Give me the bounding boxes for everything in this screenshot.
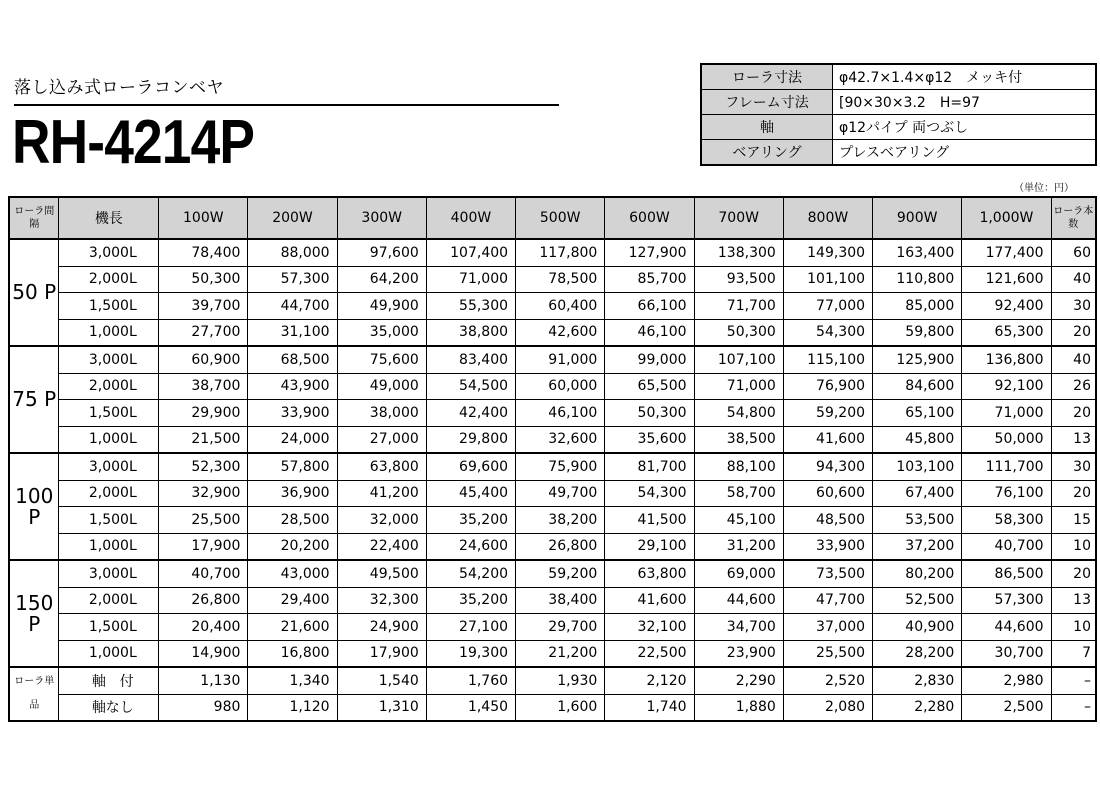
price-cell: 60,000 (516, 373, 605, 400)
price-cell: 22,500 (605, 640, 694, 667)
price-cell: 92,400 (962, 293, 1051, 320)
machine-length-cell: 3,000L (59, 453, 159, 480)
price-cell: 28,500 (248, 507, 337, 534)
price-cell: 59,200 (516, 560, 605, 587)
price-cell: 177,400 (962, 239, 1051, 266)
price-cell: 66,100 (605, 293, 694, 320)
price-cell: 71,000 (426, 266, 515, 293)
price-cell: 80,200 (873, 560, 962, 587)
price-cell: 21,500 (159, 426, 248, 453)
roller-count-cell: 30 (1051, 453, 1096, 480)
price-cell: 59,200 (783, 400, 872, 427)
machine-length-cell: 2,000L (59, 587, 159, 614)
price-cell: 1,600 (516, 694, 605, 721)
price-cell: 65,500 (605, 373, 694, 400)
price-cell: 71,000 (694, 373, 783, 400)
price-cell: 37,200 (873, 533, 962, 560)
header-width: 900W (873, 197, 962, 239)
roller-count-cell: 7 (1051, 640, 1096, 667)
roller-count-cell: 40 (1051, 266, 1096, 293)
roller-count-cell: 20 (1051, 400, 1096, 427)
header-width: 100W (159, 197, 248, 239)
single-roller-label: ローラ単品 (9, 667, 59, 721)
price-cell: 111,700 (962, 453, 1051, 480)
product-category-title: 落し込み式ローラコンベヤ (14, 78, 224, 98)
machine-length-cell: 軸 付 (59, 667, 159, 694)
header-width: 800W (783, 197, 872, 239)
price-cell: 29,800 (426, 426, 515, 453)
price-cell: 44,600 (694, 587, 783, 614)
roller-count-cell: 13 (1051, 587, 1096, 614)
price-cell: 57,300 (248, 266, 337, 293)
machine-length-cell: 1,500L (59, 293, 159, 320)
price-row (9, 266, 1096, 293)
header-roller-count: ローラ本数 (1051, 197, 1096, 239)
price-cell: 30,700 (962, 640, 1051, 667)
price-cell: 69,600 (426, 453, 515, 480)
machine-length-cell: 1,500L (59, 614, 159, 641)
price-cell: 121,600 (962, 266, 1051, 293)
price-cell: 40,900 (873, 614, 962, 641)
price-cell: 46,100 (605, 319, 694, 346)
roller-count-cell: 13 (1051, 426, 1096, 453)
machine-length-cell: 1,000L (59, 319, 159, 346)
price-row (9, 614, 1096, 641)
spec-row (701, 115, 1096, 140)
price-cell: 29,400 (248, 587, 337, 614)
price-row (9, 480, 1096, 507)
price-cell: 46,100 (516, 400, 605, 427)
price-cell: 88,000 (248, 239, 337, 266)
price-cell: 35,600 (605, 426, 694, 453)
price-cell: 52,500 (873, 587, 962, 614)
price-cell: 26,800 (159, 587, 248, 614)
price-cell: 101,100 (783, 266, 872, 293)
price-cell: 48,500 (783, 507, 872, 534)
roller-pitch-cell: 150 P (9, 560, 59, 667)
price-cell: 125,900 (873, 346, 962, 373)
roller-count-cell: 60 (1051, 239, 1096, 266)
price-cell: 107,100 (694, 346, 783, 373)
price-cell: 16,800 (248, 640, 337, 667)
price-cell: 63,800 (605, 560, 694, 587)
price-cell: 41,500 (605, 507, 694, 534)
price-cell: 63,800 (337, 453, 426, 480)
price-cell: 58,700 (694, 480, 783, 507)
machine-length-cell: 2,000L (59, 373, 159, 400)
price-row (9, 560, 1096, 587)
price-cell: 2,280 (873, 694, 962, 721)
machine-length-cell: 軸なし (59, 694, 159, 721)
spec-value: [90×30×3.2 H=97 (833, 90, 1097, 115)
price-cell: 77,000 (783, 293, 872, 320)
price-row (9, 667, 1096, 694)
price-cell: 55,300 (426, 293, 515, 320)
price-cell: 27,000 (337, 426, 426, 453)
price-cell: 107,400 (426, 239, 515, 266)
price-table-header (9, 197, 1096, 239)
spec-label: フレーム寸法 (701, 90, 833, 115)
pitch-group (9, 239, 1096, 346)
price-cell: 31,200 (694, 533, 783, 560)
header-width: 200W (248, 197, 337, 239)
price-cell: 38,700 (159, 373, 248, 400)
price-cell: 38,000 (337, 400, 426, 427)
price-cell: 54,200 (426, 560, 515, 587)
price-cell: 2,080 (783, 694, 872, 721)
price-cell: 39,700 (159, 293, 248, 320)
price-row (9, 319, 1096, 346)
machine-length-cell: 1,500L (59, 400, 159, 427)
spec-row (701, 140, 1096, 166)
price-cell: 99,000 (605, 346, 694, 373)
price-cell: 69,000 (694, 560, 783, 587)
price-cell: 22,400 (337, 533, 426, 560)
header-width: 400W (426, 197, 515, 239)
roller-count-cell: 10 (1051, 533, 1096, 560)
roller-count-cell: 30 (1051, 293, 1096, 320)
price-cell: 24,900 (337, 614, 426, 641)
price-cell: 24,600 (426, 533, 515, 560)
header-width: 700W (694, 197, 783, 239)
price-cell: 60,600 (783, 480, 872, 507)
price-cell: 110,800 (873, 266, 962, 293)
roller-count-cell: 20 (1051, 319, 1096, 346)
price-cell: 36,900 (248, 480, 337, 507)
price-cell: 21,200 (516, 640, 605, 667)
price-cell: 1,760 (426, 667, 515, 694)
roller-count-cell: – (1051, 667, 1096, 694)
price-cell: 38,500 (694, 426, 783, 453)
price-cell: 41,600 (605, 587, 694, 614)
price-cell: 17,900 (337, 640, 426, 667)
price-cell: 42,400 (426, 400, 515, 427)
price-cell: 49,500 (337, 560, 426, 587)
roller-pitch-cell: 50 P (9, 239, 59, 346)
price-cell: 21,600 (248, 614, 337, 641)
price-cell: 49,900 (337, 293, 426, 320)
single-roller-group (9, 667, 1096, 721)
header-length: 機長 (59, 197, 159, 239)
price-row (9, 426, 1096, 453)
price-cell: 83,400 (426, 346, 515, 373)
header-width: 300W (337, 197, 426, 239)
price-cell: 32,900 (159, 480, 248, 507)
price-cell: 75,600 (337, 346, 426, 373)
price-cell: 32,300 (337, 587, 426, 614)
price-cell: 47,700 (783, 587, 872, 614)
price-cell: 32,600 (516, 426, 605, 453)
price-cell: 41,200 (337, 480, 426, 507)
price-cell: 45,800 (873, 426, 962, 453)
price-row (9, 587, 1096, 614)
price-cell: 44,600 (962, 614, 1051, 641)
price-cell: 75,900 (516, 453, 605, 480)
price-cell: 40,700 (159, 560, 248, 587)
price-cell: 138,300 (694, 239, 783, 266)
price-row (9, 346, 1096, 373)
machine-length-cell: 1,000L (59, 640, 159, 667)
price-cell: 40,700 (962, 533, 1051, 560)
price-cell: 35,200 (426, 507, 515, 534)
price-cell: 27,700 (159, 319, 248, 346)
price-cell: 45,100 (694, 507, 783, 534)
spec-table (700, 63, 1097, 166)
price-cell: 50,000 (962, 426, 1051, 453)
price-cell: 1,880 (694, 694, 783, 721)
roller-count-cell: 20 (1051, 560, 1096, 587)
roller-count-cell: 26 (1051, 373, 1096, 400)
price-cell: 136,800 (962, 346, 1051, 373)
price-cell: 980 (159, 694, 248, 721)
price-cell: 60,900 (159, 346, 248, 373)
price-cell: 34,700 (694, 614, 783, 641)
price-cell: 76,900 (783, 373, 872, 400)
roller-count-cell: 40 (1051, 346, 1096, 373)
price-cell: 42,600 (516, 319, 605, 346)
title-underline (14, 104, 559, 106)
price-cell: 54,800 (694, 400, 783, 427)
price-cell: 32,100 (605, 614, 694, 641)
price-cell: 20,400 (159, 614, 248, 641)
price-cell: 49,700 (516, 480, 605, 507)
price-cell: 23,900 (694, 640, 783, 667)
price-cell: 45,400 (426, 480, 515, 507)
price-cell: 43,000 (248, 560, 337, 587)
price-cell: 93,500 (694, 266, 783, 293)
machine-length-cell: 1,500L (59, 507, 159, 534)
price-cell: 2,500 (962, 694, 1051, 721)
price-cell: 17,900 (159, 533, 248, 560)
price-cell: 67,400 (873, 480, 962, 507)
roller-pitch-cell: 100 P (9, 453, 59, 560)
price-cell: 44,700 (248, 293, 337, 320)
price-cell: 2,830 (873, 667, 962, 694)
roller-pitch-cell: 75 P (9, 346, 59, 453)
model-number: RH-4214P (12, 108, 255, 177)
pitch-group (9, 560, 1096, 667)
roller-count-cell: 20 (1051, 480, 1096, 507)
price-cell: 76,100 (962, 480, 1051, 507)
spec-value: φ12パイプ 両つぶし (833, 115, 1097, 140)
pitch-group (9, 453, 1096, 560)
header-pitch: ローラ間隔 (9, 197, 59, 239)
price-row (9, 507, 1096, 534)
price-cell: 25,500 (783, 640, 872, 667)
price-cell: 2,290 (694, 667, 783, 694)
machine-length-cell: 1,000L (59, 426, 159, 453)
price-cell: 2,980 (962, 667, 1051, 694)
price-cell: 65,100 (873, 400, 962, 427)
price-cell: 71,000 (962, 400, 1051, 427)
price-cell: 37,000 (783, 614, 872, 641)
price-cell: 1,120 (248, 694, 337, 721)
price-cell: 35,200 (426, 587, 515, 614)
price-cell: 117,800 (516, 239, 605, 266)
price-cell: 14,900 (159, 640, 248, 667)
price-row (9, 533, 1096, 560)
price-cell: 1,310 (337, 694, 426, 721)
price-cell: 27,100 (426, 614, 515, 641)
machine-length-cell: 1,000L (59, 533, 159, 560)
price-cell: 92,100 (962, 373, 1051, 400)
price-cell: 57,800 (248, 453, 337, 480)
price-cell: 57,300 (962, 587, 1051, 614)
price-cell: 1,740 (605, 694, 694, 721)
price-cell: 1,450 (426, 694, 515, 721)
price-cell: 78,500 (516, 266, 605, 293)
price-cell: 94,300 (783, 453, 872, 480)
price-cell: 31,100 (248, 319, 337, 346)
price-cell: 64,200 (337, 266, 426, 293)
machine-length-cell: 3,000L (59, 346, 159, 373)
header-width: 1,000W (962, 197, 1051, 239)
price-cell: 127,900 (605, 239, 694, 266)
spec-row (701, 64, 1096, 90)
price-cell: 50,300 (694, 319, 783, 346)
price-cell: 103,100 (873, 453, 962, 480)
price-cell: 38,200 (516, 507, 605, 534)
price-cell: 35,000 (337, 319, 426, 346)
price-row (9, 694, 1096, 721)
price-cell: 84,600 (873, 373, 962, 400)
price-cell: 52,300 (159, 453, 248, 480)
price-cell: 59,800 (873, 319, 962, 346)
price-cell: 85,700 (605, 266, 694, 293)
price-cell: 43,900 (248, 373, 337, 400)
roller-count-cell: 15 (1051, 507, 1096, 534)
price-cell: 1,540 (337, 667, 426, 694)
machine-length-cell: 2,000L (59, 480, 159, 507)
price-row (9, 293, 1096, 320)
price-row (9, 640, 1096, 667)
price-cell: 33,900 (783, 533, 872, 560)
price-cell: 26,800 (516, 533, 605, 560)
spec-value: φ42.7×1.4×φ12 メッキ付 (833, 64, 1097, 90)
price-cell: 29,700 (516, 614, 605, 641)
roller-count-cell: 10 (1051, 614, 1096, 641)
price-row (9, 373, 1096, 400)
price-cell: 25,500 (159, 507, 248, 534)
price-cell: 78,400 (159, 239, 248, 266)
price-cell: 49,000 (337, 373, 426, 400)
price-row (9, 400, 1096, 427)
price-cell: 50,300 (605, 400, 694, 427)
price-cell: 71,700 (694, 293, 783, 320)
price-cell: 65,300 (962, 319, 1051, 346)
price-cell: 1,340 (248, 667, 337, 694)
unit-note: （単位：円） (1014, 183, 1074, 194)
spec-label: ローラ寸法 (701, 64, 833, 90)
machine-length-cell: 3,000L (59, 560, 159, 587)
price-cell: 32,000 (337, 507, 426, 534)
price-cell: 24,000 (248, 426, 337, 453)
price-cell: 86,500 (962, 560, 1051, 587)
spec-value: プレスベアリング (833, 140, 1097, 166)
price-cell: 58,300 (962, 507, 1051, 534)
price-cell: 54,300 (605, 480, 694, 507)
price-cell: 163,400 (873, 239, 962, 266)
spec-row (701, 90, 1096, 115)
price-cell: 88,100 (694, 453, 783, 480)
price-cell: 97,600 (337, 239, 426, 266)
price-cell: 41,600 (783, 426, 872, 453)
price-cell: 54,500 (426, 373, 515, 400)
price-cell: 1,130 (159, 667, 248, 694)
price-cell: 19,300 (426, 640, 515, 667)
price-cell: 28,200 (873, 640, 962, 667)
price-cell: 2,520 (783, 667, 872, 694)
roller-count-cell: – (1051, 694, 1096, 721)
price-cell: 54,300 (783, 319, 872, 346)
price-cell: 73,500 (783, 560, 872, 587)
price-cell: 50,300 (159, 266, 248, 293)
price-cell: 53,500 (873, 507, 962, 534)
price-row (9, 453, 1096, 480)
price-cell: 81,700 (605, 453, 694, 480)
price-cell: 68,500 (248, 346, 337, 373)
price-row (9, 239, 1096, 266)
header-width: 500W (516, 197, 605, 239)
machine-length-cell: 2,000L (59, 266, 159, 293)
price-cell: 91,000 (516, 346, 605, 373)
price-cell: 33,900 (248, 400, 337, 427)
price-cell: 20,200 (248, 533, 337, 560)
spec-label: ベアリング (701, 140, 833, 166)
price-cell: 85,000 (873, 293, 962, 320)
price-cell: 38,400 (516, 587, 605, 614)
price-cell: 2,120 (605, 667, 694, 694)
price-cell: 115,100 (783, 346, 872, 373)
price-cell: 1,930 (516, 667, 605, 694)
price-cell: 60,400 (516, 293, 605, 320)
spec-label: 軸 (701, 115, 833, 140)
price-cell: 29,100 (605, 533, 694, 560)
price-table (8, 196, 1097, 722)
price-cell: 38,800 (426, 319, 515, 346)
price-cell: 29,900 (159, 400, 248, 427)
pitch-group (9, 346, 1096, 453)
price-cell: 149,300 (783, 239, 872, 266)
header-width: 600W (605, 197, 694, 239)
machine-length-cell: 3,000L (59, 239, 159, 266)
